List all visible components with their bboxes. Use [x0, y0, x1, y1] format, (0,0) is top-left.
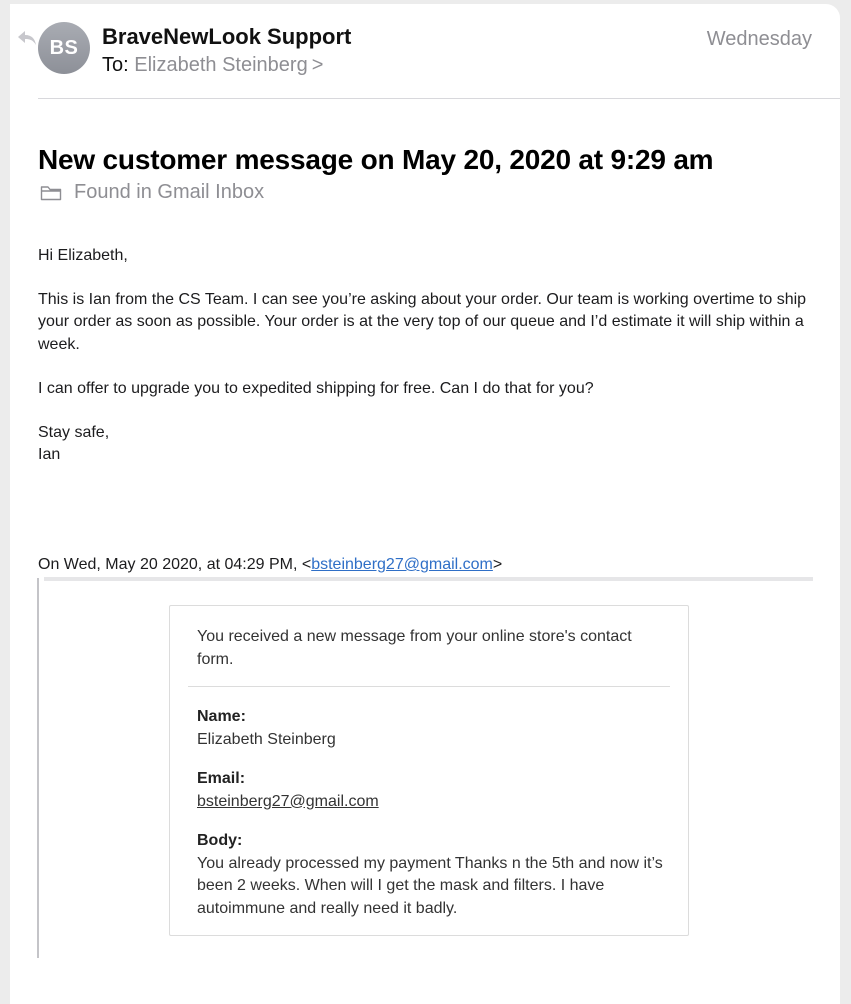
sender-name[interactable]: BraveNewLook Support: [102, 24, 352, 49]
to-line: [102, 54, 323, 77]
email-card: [10, 4, 840, 1004]
form-intro: You received a new message from your online store's contact form.: [197, 628, 632, 668]
quote-top-rule: [44, 577, 813, 581]
body-value: You already processed my payment Thanks n the 5th and now it’s been 2 weeks. When will I get the mask and filters. I have autoimmune and really need it badly.: [197, 854, 663, 917]
form-divider: [188, 686, 670, 687]
folder-label: Found in Gmail Inbox: [74, 181, 265, 203]
quote-suffix: >: [492, 556, 503, 573]
folder-location[interactable]: [40, 181, 264, 204]
avatar[interactable]: BS: [38, 22, 90, 74]
quote-attribution: [38, 556, 502, 574]
contact-form-box: [169, 605, 689, 936]
email-body: [38, 245, 828, 466]
email-value-link[interactable]: bsteinberg27@gmail.com: [197, 792, 379, 810]
body-field: [197, 830, 667, 920]
greeting: Hi Elizabeth,: [38, 247, 128, 264]
header-divider: [38, 98, 840, 99]
name-label: Name:: [197, 708, 246, 725]
signoff: Stay safe,: [38, 424, 110, 442]
email-subject: New customer message on May 20, 2020 at 9:29 am: [38, 144, 714, 175]
quote-prefix: On Wed, May 20 2020, at 04:29 PM, <: [38, 556, 312, 573]
body-paragraph-2: I can offer to upgrade you to expedited shipping for free. Can I do that for you?: [38, 379, 594, 397]
reply-icon[interactable]: [16, 28, 38, 48]
email-field: [197, 768, 667, 813]
email-label: Email:: [197, 770, 246, 787]
received-date: Wednesday: [706, 28, 812, 50]
chevron-right-icon[interactable]: >: [311, 54, 324, 76]
quote-bar: [37, 578, 39, 958]
quote-email-link[interactable]: bsteinberg27@gmail.com: [311, 556, 493, 573]
name-value: Elizabeth Steinberg: [197, 730, 336, 748]
folder-icon: [40, 185, 62, 201]
to-label: To:: [102, 54, 129, 76]
signature: Ian: [38, 446, 61, 464]
body-paragraph-1: This is Ian from the CS Team. I can see you’re asking about your order. Our team is working overtime to ship your order as soon as possible. Your order is at the very top of our queue and I’d estimate it will ship within a week.: [38, 291, 807, 353]
name-field: [197, 706, 667, 751]
body-label: Body:: [197, 832, 243, 849]
recipient-name[interactable]: Elizabeth Steinberg: [134, 54, 308, 76]
